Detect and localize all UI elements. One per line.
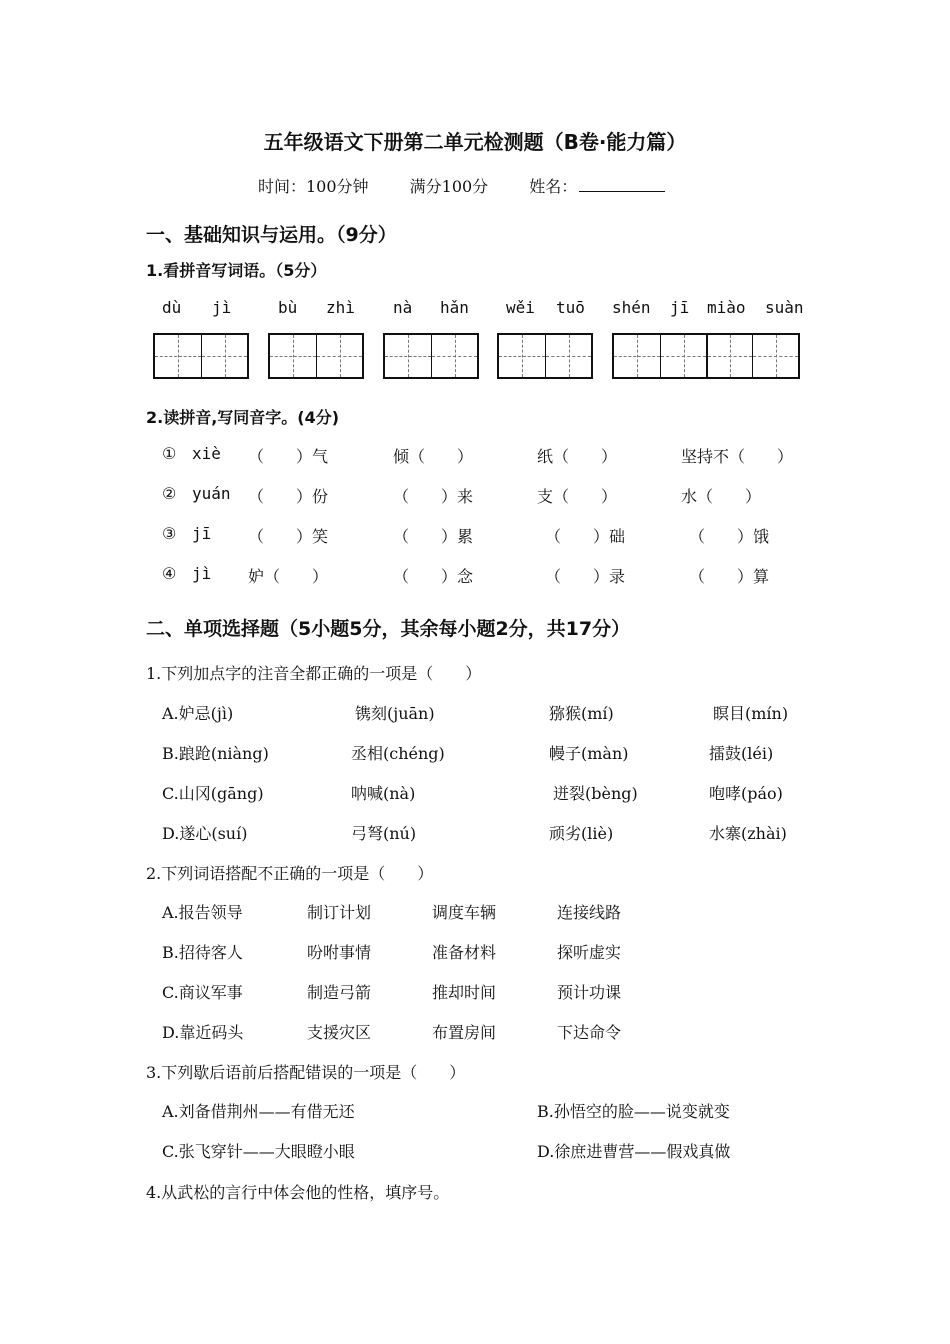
row-number: ④: [162, 564, 177, 583]
blank-item[interactable]: （ ）份: [248, 487, 329, 506]
row-number: ②: [162, 484, 177, 503]
writing-grid[interactable]: [497, 333, 593, 379]
writing-cell[interactable]: [385, 335, 431, 377]
score-label: 满分100分: [409, 177, 489, 196]
option-item: A.妒忌(jì): [162, 704, 234, 723]
time-label: 时间：100分钟: [258, 177, 369, 196]
pinyin-label: bù: [278, 298, 298, 317]
option-item: 弓弩(nú): [351, 824, 417, 843]
writing-cell[interactable]: [545, 335, 591, 377]
section1-heading: 一、基础知识与运用。（9分）: [146, 224, 397, 246]
writing-cell[interactable]: [155, 335, 201, 377]
option-item: 瞑目(mín): [713, 704, 789, 723]
option-item: 布置房间: [432, 1023, 497, 1042]
page-title: 五年级语文下册第二单元检测题（B卷·能力篇）: [263, 130, 687, 154]
option-item: 迸裂(bèng): [553, 784, 638, 803]
pinyin-label: jī: [670, 298, 690, 317]
row-pinyin: jī: [192, 524, 212, 543]
name-blank[interactable]: [579, 177, 665, 192]
writing-cell[interactable]: [660, 335, 706, 377]
blank-item[interactable]: （ ）录: [545, 567, 626, 586]
option-item: 准备材料: [432, 943, 497, 962]
pinyin-label: jì: [212, 298, 232, 317]
pinyin-label: suàn: [765, 298, 804, 317]
blank-item[interactable]: （ ）笑: [248, 527, 329, 546]
option-item: D.遂心(suí): [162, 824, 248, 843]
option-item: 顽劣(liè): [549, 824, 614, 843]
option-item: B.孙悟空的脸——说变就变: [537, 1102, 730, 1121]
row-number: ③: [162, 524, 177, 543]
writing-cell[interactable]: [752, 335, 798, 377]
blank-item[interactable]: 坚持不（ ）: [681, 447, 794, 466]
question-stem: 1.下列加点字的注音全都正确的一项是（ ）: [146, 664, 482, 683]
pinyin-label: shén: [612, 298, 651, 317]
option-item: A.刘备借荆州——有借无还: [162, 1102, 355, 1121]
blank-item[interactable]: （ ）来: [393, 487, 474, 506]
question-stem: 3.下列歇后语前后搭配错误的一项是（ ）: [146, 1063, 466, 1082]
pinyin-label: hǎn: [440, 298, 469, 317]
writing-grid[interactable]: [268, 333, 364, 379]
option-item: 水寨(zhài): [709, 824, 787, 843]
name-label: 姓名：: [529, 177, 578, 196]
blank-item[interactable]: （ ）累: [393, 527, 474, 546]
option-item: 镌刻(juān): [355, 704, 435, 723]
pinyin-label: zhì: [326, 298, 355, 317]
exam-meta: [258, 174, 701, 197]
option-item: 连接线路: [557, 903, 622, 922]
section2-heading: 二、单项选择题（5小题5分，其余每小题2分，共17分）: [146, 618, 631, 640]
writing-grid[interactable]: [612, 333, 800, 379]
writing-cell[interactable]: [706, 335, 752, 377]
blank-item[interactable]: 纸（ ）: [537, 447, 618, 466]
question-stem: 4.从武松的言行中体会他的性格，填序号。: [146, 1183, 450, 1202]
pinyin-label: dù: [162, 298, 182, 317]
pinyin-label: tuō: [556, 298, 585, 317]
option-item: 预计功课: [557, 983, 622, 1002]
pinyin-label: nà: [393, 298, 413, 317]
blank-item[interactable]: （ ）气: [248, 447, 329, 466]
blank-item[interactable]: 水（ ）: [681, 487, 762, 506]
option-item: C.张飞穿针——大眼瞪小眼: [162, 1142, 355, 1161]
option-item: 制订计划: [307, 903, 372, 922]
writing-cell[interactable]: [614, 335, 660, 377]
option-item: 探听虚实: [557, 943, 622, 962]
blank-item[interactable]: 支（ ）: [537, 487, 618, 506]
option-item: 调度车辆: [432, 903, 497, 922]
option-item: A.报告领导: [162, 903, 243, 922]
option-item: 制造弓箭: [307, 983, 372, 1002]
q2-title: 2.读拼音,写同音字。(4分): [146, 408, 340, 427]
writing-cell[interactable]: [270, 335, 316, 377]
option-item: 支援灾区: [307, 1023, 372, 1042]
option-item: 丞相(chéng): [351, 744, 445, 763]
option-item: B.招待客人: [162, 943, 243, 962]
writing-cell[interactable]: [499, 335, 545, 377]
blank-item[interactable]: （ ）念: [393, 567, 474, 586]
option-item: 吩咐事情: [307, 943, 372, 962]
option-item: 下达命令: [557, 1023, 622, 1042]
blank-item[interactable]: 倾（ ）: [393, 447, 474, 466]
option-item: 推却时间: [432, 983, 497, 1002]
pinyin-label: miào: [707, 298, 746, 317]
option-item: 咆哮(páo): [709, 784, 783, 803]
writing-grid[interactable]: [153, 333, 249, 379]
writing-grid[interactable]: [383, 333, 479, 379]
writing-cell[interactable]: [201, 335, 247, 377]
option-item: C.商议军事: [162, 983, 243, 1002]
row-pinyin: xiè: [192, 444, 221, 463]
q1-title: 1.看拼音写词语。（5分）: [146, 261, 327, 280]
option-item: D.靠近码头: [162, 1023, 244, 1042]
writing-cell[interactable]: [431, 335, 477, 377]
blank-item[interactable]: （ ）饿: [689, 527, 770, 546]
option-item: B.踉跄(niàng): [162, 744, 269, 763]
writing-cell[interactable]: [316, 335, 362, 377]
blank-item[interactable]: 妒（ ）: [248, 567, 329, 586]
blank-item[interactable]: （ ）础: [545, 527, 626, 546]
option-item: 呐喊(nà): [351, 784, 416, 803]
option-item: 擂鼓(léi): [709, 744, 774, 763]
question-stem: 2.下列词语搭配不正确的一项是（ ）: [146, 864, 434, 883]
row-pinyin: yuán: [192, 484, 231, 503]
option-item: D.徐庶进曹营——假戏真做: [537, 1142, 731, 1161]
option-item: C.山冈(gāng): [162, 784, 264, 803]
blank-item[interactable]: （ ）算: [689, 567, 770, 586]
option-item: 猕猴(mí): [549, 704, 614, 723]
row-number: ①: [162, 444, 177, 463]
option-item: 幔子(màn): [549, 744, 629, 763]
row-pinyin: jì: [192, 564, 212, 583]
pinyin-label: wěi: [506, 298, 535, 317]
